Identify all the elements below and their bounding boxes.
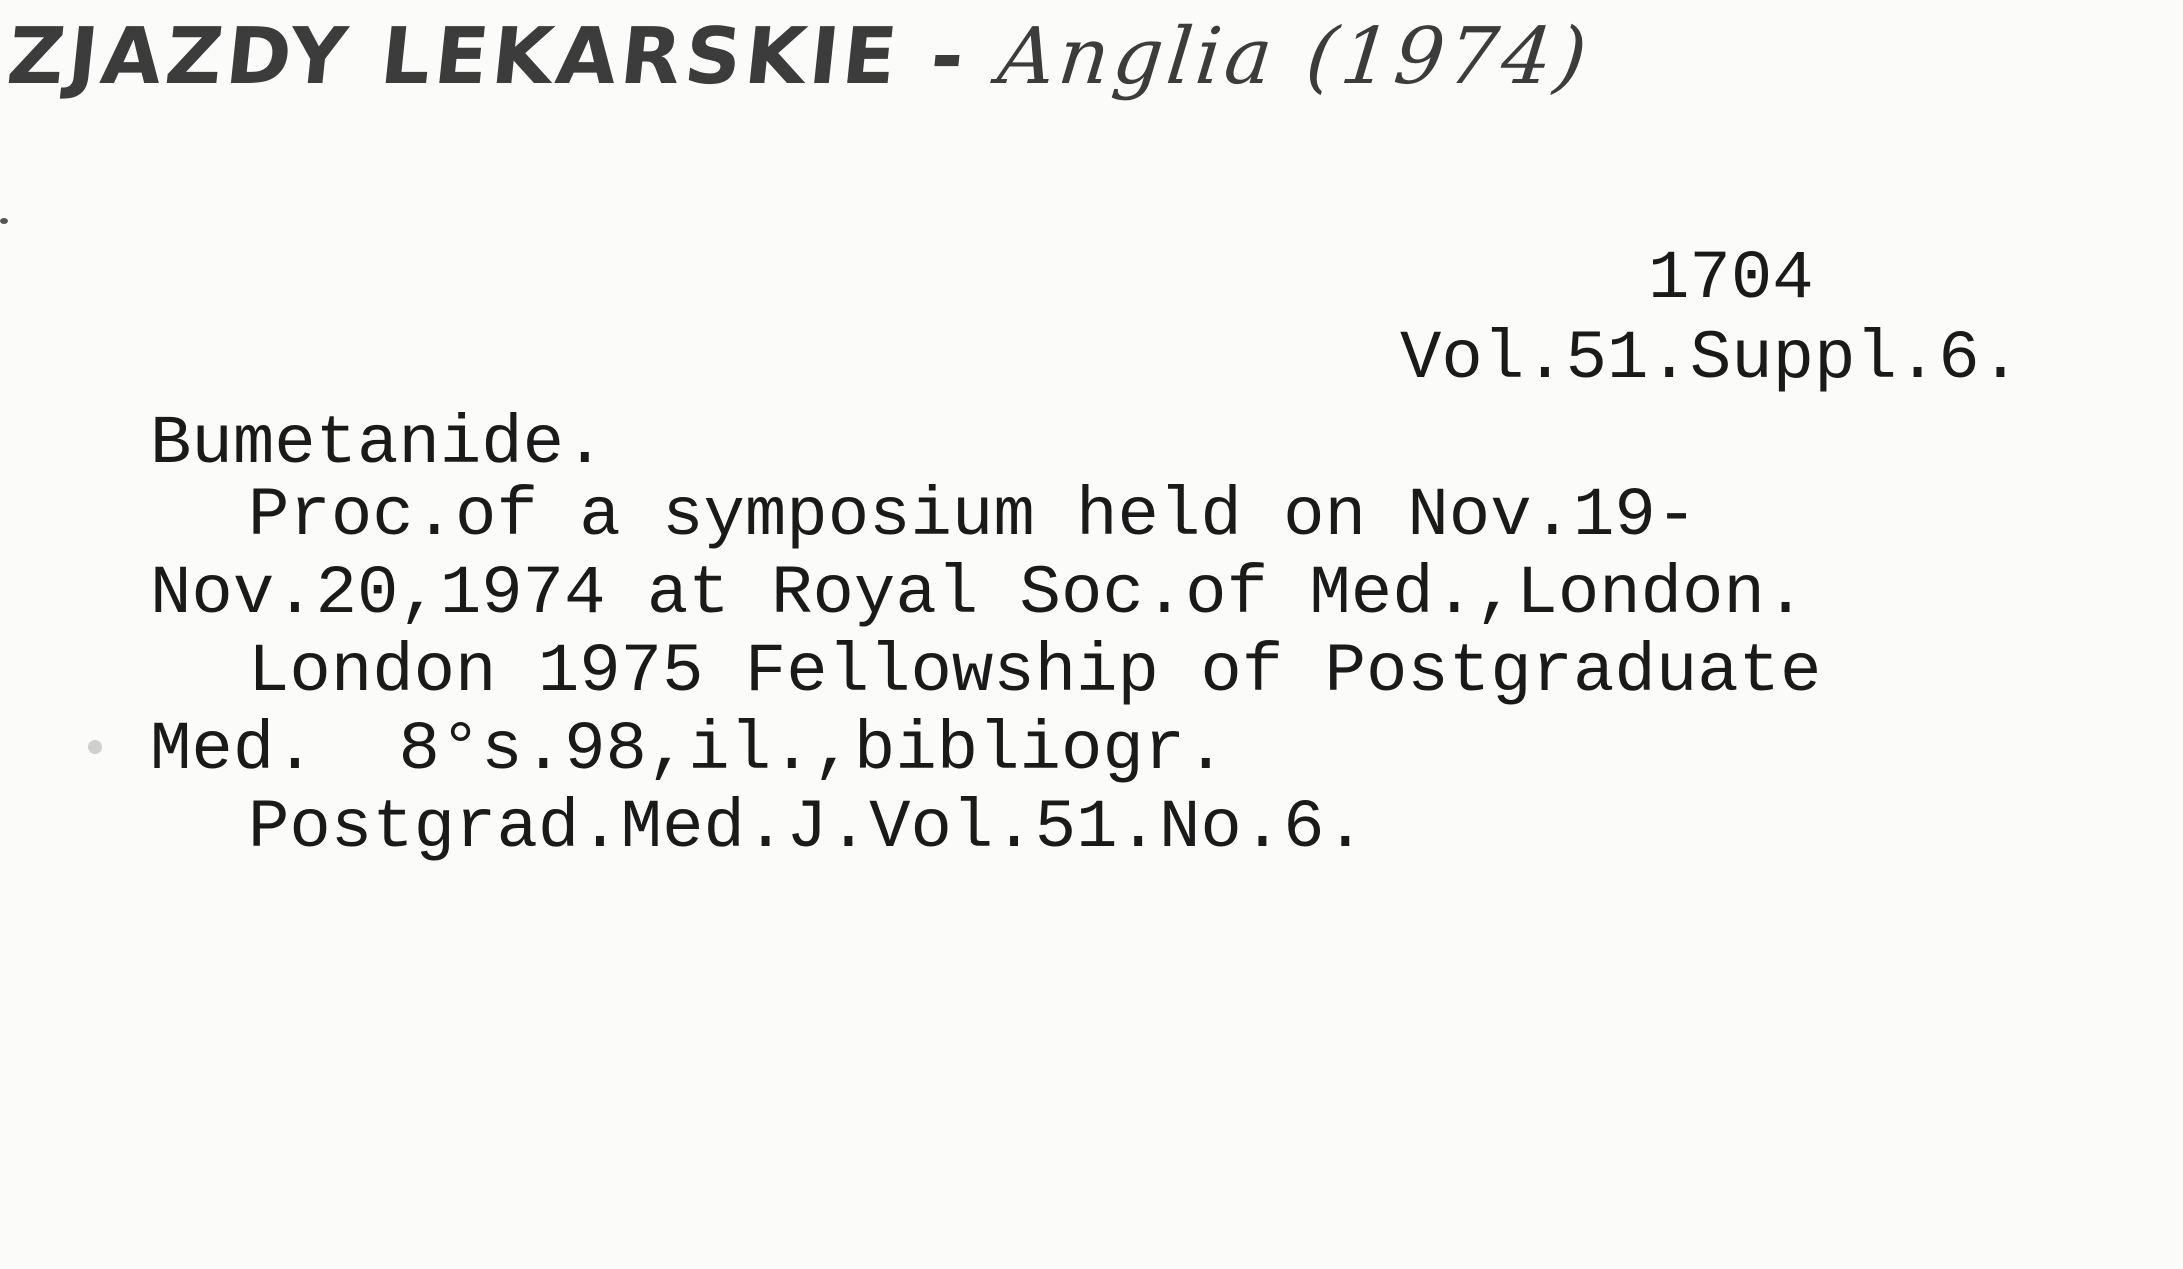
heading-script: Anglia (993, 12, 1281, 102)
call-number: 1704 (1648, 240, 1814, 318)
entry-physical-description: Med. 8°s.98,il.,bibliogr. (150, 711, 1227, 789)
heading-caps: ZJAZDY LEKARSKIE - (3, 12, 973, 102)
handwritten-subject-heading (3, 12, 1595, 102)
volume-reference: Vol.51.Suppl.6. (1400, 320, 2022, 398)
entry-description-line: Nov.20,1974 at Royal Soc.of Med.,London. (150, 555, 1807, 633)
entry-publication-line: London 1975 Fellowship of Postgraduate (248, 633, 1822, 711)
heading-year: (1974) (1302, 12, 1595, 102)
punch-mark (88, 740, 102, 754)
entry-description-line: Proc.of a symposium held on Nov.19- (248, 477, 1698, 555)
ink-speck (0, 218, 8, 224)
entry-series-note: Postgrad.Med.J.Vol.51.No.6. (248, 789, 1366, 867)
entry-title: Bumetanide. (150, 405, 606, 483)
